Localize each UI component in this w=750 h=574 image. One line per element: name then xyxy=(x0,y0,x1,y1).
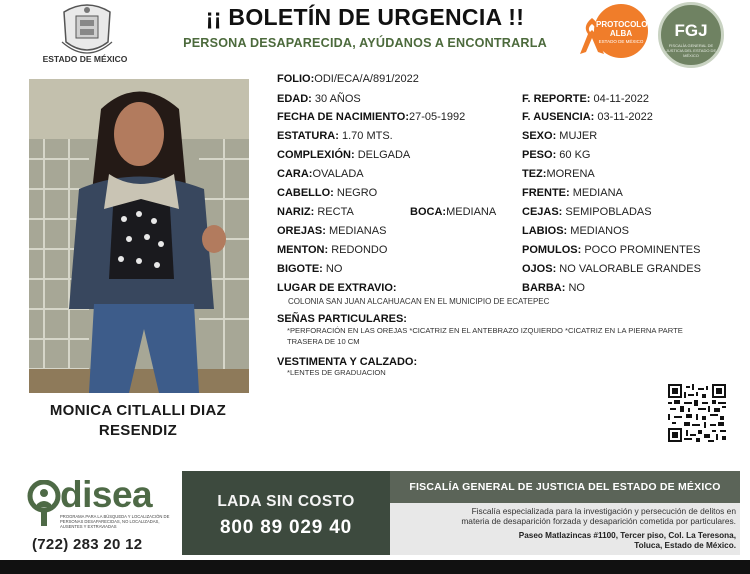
person-name-line2: RESENDIZ xyxy=(98,422,178,439)
field-complexion-value: DELGADA xyxy=(357,149,411,161)
field-barba-label: BARBA: xyxy=(522,282,566,294)
field-cejas-value: SEMIPOBLADAS xyxy=(565,206,652,218)
fgj-emblem-icon xyxy=(658,2,724,68)
fiscalia-addr-line2: Toluca, Estado de México. xyxy=(634,541,736,550)
field-vestimenta-value: *LENTES DE GRADUACION xyxy=(287,368,386,377)
field-f-reporte xyxy=(522,93,649,105)
field-cara-value: OVALADA xyxy=(312,168,364,180)
field-folio xyxy=(277,73,419,85)
fgj-text: FGJ xyxy=(674,21,708,40)
field-ojos-label: OJOS: xyxy=(522,263,557,275)
field-labios-label: LABIOS: xyxy=(522,225,568,237)
field-cabello xyxy=(277,187,377,199)
field-boca-value: MEDIANA xyxy=(446,206,497,218)
alba-line1: PROTOCOLO xyxy=(596,20,648,29)
field-complexion-label: COMPLEXIÓN: xyxy=(277,149,355,161)
field-senas-label xyxy=(277,313,407,325)
fiscalia-desc-line2: materia de desaparición forzada y desaparición cometida por particulares. xyxy=(461,516,736,526)
odisea-phone: (722) 283 20 12 xyxy=(32,536,143,553)
field-estatura-label: ESTATURA: xyxy=(277,130,339,142)
field-tez-label: TEZ: xyxy=(522,168,547,180)
field-frente-value: MEDIANA xyxy=(572,187,623,199)
page-subtitle: PERSONA DESAPARECIDA, AYÚDANOS A ENCONTRARLA xyxy=(183,36,547,50)
field-boca-label: BOCA: xyxy=(410,206,447,218)
protocolo-alba-logo xyxy=(578,2,650,66)
field-pomulos-label: POMULOS: xyxy=(522,244,582,256)
field-barba-value: NO xyxy=(568,282,585,294)
field-menton-label: MENTON: xyxy=(277,244,329,256)
field-bigote-label: BIGOTE: xyxy=(277,263,323,275)
field-menton xyxy=(277,244,387,256)
alba-line3: ESTADO DE MÉXICO xyxy=(598,39,644,44)
field-fecha-nacimiento-value: 27-05-1992 xyxy=(409,111,466,123)
page-title: ¡¡ BOLETÍN DE URGENCIA !! xyxy=(205,4,525,30)
field-orejas-label: OREJAS: xyxy=(277,225,326,237)
field-bigote xyxy=(277,263,342,275)
field-cejas xyxy=(522,206,652,218)
field-frente-label: FRENTE: xyxy=(522,187,570,199)
field-folio-label: FOLIO: xyxy=(277,73,315,85)
field-nariz-value: RECTA xyxy=(317,206,354,218)
field-senas-line1: *PERFORACIÓN EN LAS OREJAS *CICATRIZ EN EL ANTEBRAZO IZQUIERDO *CICATRIZ EN LA PIERNA PARTE xyxy=(287,326,683,335)
field-peso xyxy=(522,149,590,161)
field-sexo-label: SEXO: xyxy=(522,130,557,142)
field-sexo-value: MUJER xyxy=(559,130,598,142)
field-pomulos xyxy=(522,244,700,256)
field-frente xyxy=(522,187,623,199)
state-label: ESTADO DE MÉXICO xyxy=(42,54,128,64)
lada-number: 800 89 029 40 xyxy=(220,517,352,538)
field-edad-label: EDAD: xyxy=(277,93,312,105)
field-vestimenta-label xyxy=(277,356,417,368)
field-cara xyxy=(277,168,364,180)
field-f-ausencia xyxy=(522,111,653,123)
field-labios xyxy=(522,225,629,237)
field-barba xyxy=(522,282,585,294)
fiscalia-addr-line1: Paseo Matlazincas #1100, Tercer piso, Col. La Teresona, xyxy=(518,531,736,540)
field-cara-label: CARA: xyxy=(277,168,313,180)
field-f-reporte-label: F. REPORTE: xyxy=(522,93,591,105)
field-pomulos-value: POCO PROMINENTES xyxy=(584,244,701,256)
field-senas-label-text: SEÑAS PARTICULARES: xyxy=(277,313,407,325)
field-complexion xyxy=(277,149,410,161)
field-estatura-value: 1.70 MTS. xyxy=(341,130,393,142)
odisea-description: PROGRAMA PARA LA BÚSQUEDA Y LOCALIZACIÓN DE PERSONAS DESAPARECIDAS, NO LOCALIZADAS, AUSENTES Y EXTRAVIADAS xyxy=(60,514,170,529)
field-estatura xyxy=(277,130,393,142)
field-edad-value: 30 AÑOS xyxy=(314,93,361,105)
field-edad xyxy=(277,93,361,105)
field-bigote-value: NO xyxy=(325,263,343,275)
person-name-line1: MONICA CITLALLI DIAZ xyxy=(49,402,227,419)
field-nariz xyxy=(277,206,354,218)
field-labios-value: MEDIANOS xyxy=(570,225,629,237)
field-folio-value: ODI/ECA/A/891/2022 xyxy=(314,73,419,85)
field-sexo xyxy=(522,130,597,142)
field-menton-value: REDONDO xyxy=(331,244,388,256)
alba-line2: ALBA xyxy=(609,29,633,38)
field-ojos-value: NO VALORABLE GRANDES xyxy=(559,263,701,275)
field-f-ausencia-value: 03-11-2022 xyxy=(597,111,653,123)
field-cabello-label: CABELLO: xyxy=(277,187,334,199)
fiscalia-header xyxy=(390,471,740,503)
lada-title: LADA SIN COSTO xyxy=(217,493,355,510)
field-cejas-label: CEJAS: xyxy=(522,206,563,218)
field-f-reporte-value: 04-11-2022 xyxy=(593,93,649,105)
field-tez xyxy=(522,168,595,180)
field-lugar-label-text: LUGAR DE EXTRAVIO: xyxy=(277,282,397,294)
fiscalia-desc-line1: Fiscalía especializada para la investigación y persecución de delitos en xyxy=(471,506,736,516)
qr-code-icon xyxy=(668,384,726,442)
field-vestimenta-label-text: VESTIMENTA Y CALZADO: xyxy=(277,356,418,368)
fiscalia-address xyxy=(394,531,736,551)
field-nariz-label: NARIZ: xyxy=(277,206,315,218)
field-orejas-value: MEDIANAS xyxy=(328,225,387,237)
field-boca xyxy=(410,206,496,218)
field-peso-label: PESO: xyxy=(522,149,557,161)
fgj-small-text: FISCALÍA GENERAL DE JUSTICIA DEL ESTADO DE MÉXICO xyxy=(665,43,717,58)
field-orejas xyxy=(277,225,386,237)
fiscalia-panel xyxy=(390,471,740,555)
person-photo-illustration xyxy=(29,79,249,393)
field-fecha-nacimiento xyxy=(277,111,465,123)
bottom-strip xyxy=(0,560,750,574)
field-cabello-value: NEGRO xyxy=(336,187,378,199)
field-tez-value: MORENA xyxy=(546,168,595,180)
odisea-person-icon xyxy=(26,480,62,528)
field-ojos xyxy=(522,263,701,275)
field-senas-line2: TRASERA DE 10 CM xyxy=(287,337,360,346)
field-fecha-nacimiento-label: FECHA DE NACIMIENTO: xyxy=(277,111,409,123)
fiscalia-title: FISCALÍA GENERAL DE JUSTICIA DEL ESTADO DE MÉXICO xyxy=(409,481,721,493)
field-peso-value: 60 KG xyxy=(559,149,591,161)
fiscalia-description xyxy=(394,506,736,526)
field-lugar-value: COLONIA SAN JUAN ALCAHUACAN EN EL MUNICIPIO DE ECATEPEC xyxy=(288,297,550,306)
field-f-ausencia-label: F. AUSENCIA: xyxy=(522,111,595,123)
lada-panel xyxy=(182,471,390,555)
person-name xyxy=(18,401,258,441)
odisea-logo-text: disea xyxy=(60,474,153,515)
field-lugar-label xyxy=(277,282,397,294)
person-photo xyxy=(29,79,249,393)
alba-text xyxy=(596,20,646,44)
